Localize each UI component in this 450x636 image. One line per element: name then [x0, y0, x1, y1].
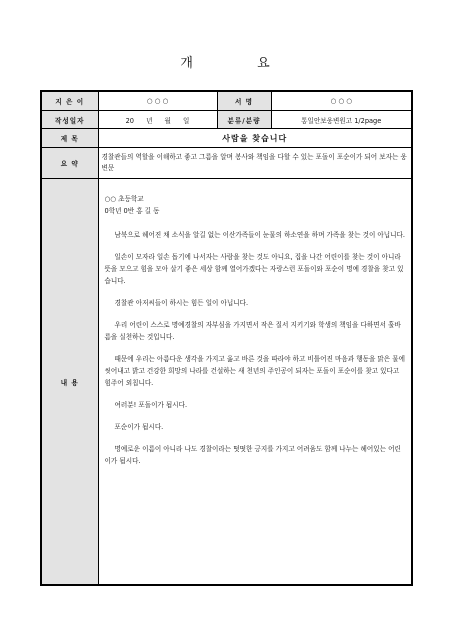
paragraph: 일손이 모자라 일손 돕기에 나서자는 사람을 찾는 것도 아니요, 집을 나간 어린이를 찾는 것이 아니라 뜻을 모으고 힘을 모아 살기 좋은 세상 함께 열어가겠다는 자랑스런 포돌이와 포순이 명예 경찰을 찾고 있습니다.	[104, 253, 404, 285]
author-label: 지 은 이	[41, 91, 98, 111]
paragraph: 명예로운 이름이 아니라 나도 경찰이라는 떳떳한 긍지를 가지고 어려움도 함께 나누는 헤어있는 어린이가 됩시다.	[104, 445, 401, 465]
content-body	[98, 179, 412, 586]
date-label: 작성일자	[41, 111, 98, 129]
date-value: 20 년 월 일	[98, 111, 217, 129]
name-value: ○ ○ ○	[271, 91, 412, 111]
summary-value: 경찰관들의 역할을 이해하고 좋고 그름을 알며 봉사와 책임을 다할 수 있는 포돌이 포순이가 되어 보자는 웅변문	[98, 148, 412, 179]
school-line: ○○ 초등학교	[104, 195, 144, 203]
paragraph: 포순이가 됩시다.	[114, 423, 164, 431]
paragraph: 우리 어린이 스스로 명예경찰의 자부심을 가지면서 작은 질서 지키기와 학생의 책임을 다하면서 훌바름을 실천하는 것입니다.	[104, 321, 401, 341]
paragraph: 남북으로 헤어진 채 소식을 알길 없는 이산가족들이 눈물의 하소연을 하며 가족을 찾는 것이 아닙니다.	[114, 231, 405, 239]
summary-label: 요 약	[41, 148, 98, 179]
content-row	[41, 179, 412, 586]
category-value: 통일안보웅변원고 1/2page	[271, 111, 412, 129]
subject-row	[41, 129, 412, 148]
summary-row	[41, 148, 412, 179]
subject-label: 제 목	[41, 129, 98, 148]
paragraph: 경찰관 아저씨들이 하시는 힘든 일이 아닙니다.	[114, 299, 249, 307]
subject-value: 사람을 찾습니다	[98, 129, 412, 148]
category-label: 분류/분량	[217, 111, 271, 129]
name-label: 서 명	[217, 91, 271, 111]
paragraph: 여러분! 포돌이가 됩시다.	[114, 401, 188, 409]
student-line: 0학년 0반 홍 길 동	[104, 207, 160, 215]
summary-form-table	[40, 90, 413, 586]
content-label: 내 용	[41, 179, 98, 586]
author-row	[41, 91, 412, 111]
paragraph: 때문에 우리는 아름다운 생각을 가지고 옳고 바른 것을 따라야 하고 비틀어진 마음과 행동을 맑은 물에 씻어내고 밝고 건강한 희망의 나라를 건설하는 새 천년의 주인공이 되자는 포돌이 포순이를 찾고 있다고 힘주어 외칩니다.	[104, 355, 405, 387]
page-title: 개 요	[180, 56, 300, 71]
author-value: ○ ○ ○	[98, 91, 217, 111]
date-row	[41, 111, 412, 129]
